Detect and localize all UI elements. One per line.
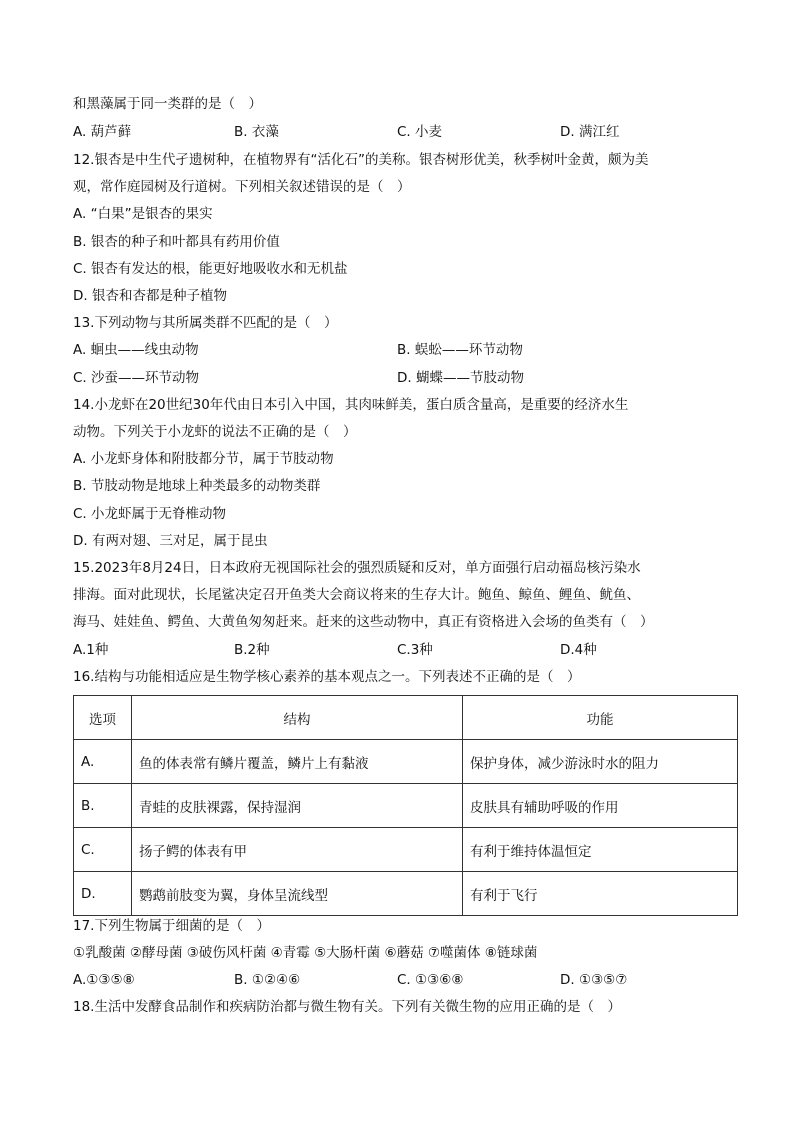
table-cell-structure: 青蛙的皮肤裸露，保持湿润 <box>132 784 463 828</box>
q13-option-c: C. 沙蚕——环节动物 <box>73 370 200 386</box>
q14-option-b: B. 节肢动物是地球上种类最多的动物类群 <box>73 478 321 494</box>
q12-option-d: D. 银杏和杏都是种子植物 <box>73 288 227 304</box>
q13-stem: 13.下列动物与其所属类群不匹配的是（ ） <box>73 315 338 331</box>
table-cell-function: 有利于飞行 <box>463 872 738 916</box>
table-header-function: 功能 <box>463 696 738 740</box>
q15-option-d: D.4种 <box>560 642 597 658</box>
q13-option-d: D. 蝴蝶——节肢动物 <box>397 370 524 386</box>
q15-stem-line3: 海马、娃娃鱼、鳄鱼、大黄鱼匆匆赶来。赶来的这些动物中，真正有资格进入会场的鱼类有（ ） <box>73 614 654 630</box>
table-row <box>74 784 738 828</box>
q15-option-b: B.2种 <box>234 642 270 658</box>
q11-option-a: A. 葫芦藓 <box>73 124 132 140</box>
table-cell-structure: 鹦鹉前肢变为翼，身体呈流线型 <box>132 872 463 916</box>
table-cell-function: 保护身体，减少游泳时水的阻力 <box>463 740 738 784</box>
q17-option-d: D. ①③⑤⑦ <box>560 972 628 988</box>
q12-stem-line2: 观，常作庭园树及行道树。下列相关叙述错误的是（ ） <box>73 179 411 195</box>
table-cell-structure: 鱼的体表常有鳞片覆盖，鳞片上有黏液 <box>132 740 463 784</box>
q14-stem-line1: 14.小龙虾在20世纪30年代由日本引入中国，其肉味鲜美，蛋白质含量高，是重要的经济水生 <box>73 397 629 413</box>
table-row <box>74 828 738 872</box>
table-header-option: 选项 <box>74 696 132 740</box>
table-row <box>74 872 738 916</box>
q11-stem: 和黑藻属于同一类群的是（ ） <box>73 96 262 112</box>
table-cell-function: 皮肤具有辅助呼吸的作用 <box>463 784 738 828</box>
q18-stem: 18.生活中发酵食品制作和疾病防治都与微生物有关。下列有关微生物的应用正确的是（ ） <box>73 999 621 1015</box>
table-header-row <box>74 696 738 740</box>
q11-option-b: B. 衣藻 <box>234 124 279 140</box>
q12-option-b: B. 银杏的种子和叶都具有药用价值 <box>73 234 280 250</box>
table-cell-structure: 扬子鳄的体表有甲 <box>132 828 463 872</box>
q13-option-a: A. 蛔虫——线虫动物 <box>73 342 199 358</box>
q14-option-d: D. 有两对翅、三对足，属于昆虫 <box>73 533 268 549</box>
q17-stem: 17.下列生物属于细菌的是（ ） <box>73 918 270 934</box>
q17-option-a: A.①③⑤⑧ <box>73 972 135 988</box>
q14-option-a: A. 小龙虾身体和附肢都分节，属于节肢动物 <box>73 451 334 467</box>
q12-stem-line1: 12.银杏是中生代孑遗树种，在植物界有“活化石”的美称。银杏树形优美，秋季树叶金黄，颇为美 <box>73 152 649 168</box>
q12-option-a: A. “白果”是银杏的果实 <box>73 206 213 222</box>
q15-stem-line2: 排海。面对此现状，长尾鲨决定召开鱼类大会商议将来的生存大计。鲍鱼、鲸鱼、鲤鱼、鱿鱼、 <box>73 587 640 603</box>
q11-option-c: C. 小麦 <box>397 124 443 140</box>
table-cell-option: C. <box>74 828 132 872</box>
table-cell-option: A. <box>74 740 132 784</box>
q16-table <box>73 695 738 916</box>
table-row <box>74 740 738 784</box>
q11-option-d: D. 满江红 <box>560 124 620 140</box>
q17-option-c: C. ①③⑥⑧ <box>397 972 464 988</box>
q14-option-c: C. 小龙虾属于无脊椎动物 <box>73 506 227 522</box>
table-header-structure: 结构 <box>132 696 463 740</box>
table-cell-option: B. <box>74 784 132 828</box>
q12-option-c: C. 银杏有发达的根，能更好地吸收水和无机盐 <box>73 261 348 277</box>
q13-option-b: B. 蜈蚣——环节动物 <box>397 342 523 358</box>
q14-stem-line2: 动物。下列关于小龙虾的说法不正确的是（ ） <box>73 424 357 440</box>
q17-option-b: B. ①②④⑥ <box>234 972 301 988</box>
table-cell-option: D. <box>74 872 132 916</box>
q16-stem: 16.结构与功能相适应是生物学核心素养的基本观点之一。下列表述不正确的是（ ） <box>73 669 581 685</box>
q17-items: ①乳酸菌 ②酵母菌 ③破伤风杆菌 ④青霉 ⑤大肠杆菌 ⑥蘑菇 ⑦噬菌体 ⑧链球菌 <box>73 945 538 961</box>
table-cell-function: 有利于维持体温恒定 <box>463 828 738 872</box>
q15-stem-line1: 15.2023年8月24日，日本政府无视国际社会的强烈质疑和反对，单方面强行启动福岛核污染水 <box>73 560 641 576</box>
q15-option-c: C.3种 <box>397 642 433 658</box>
q15-option-a: A.1种 <box>73 642 109 658</box>
